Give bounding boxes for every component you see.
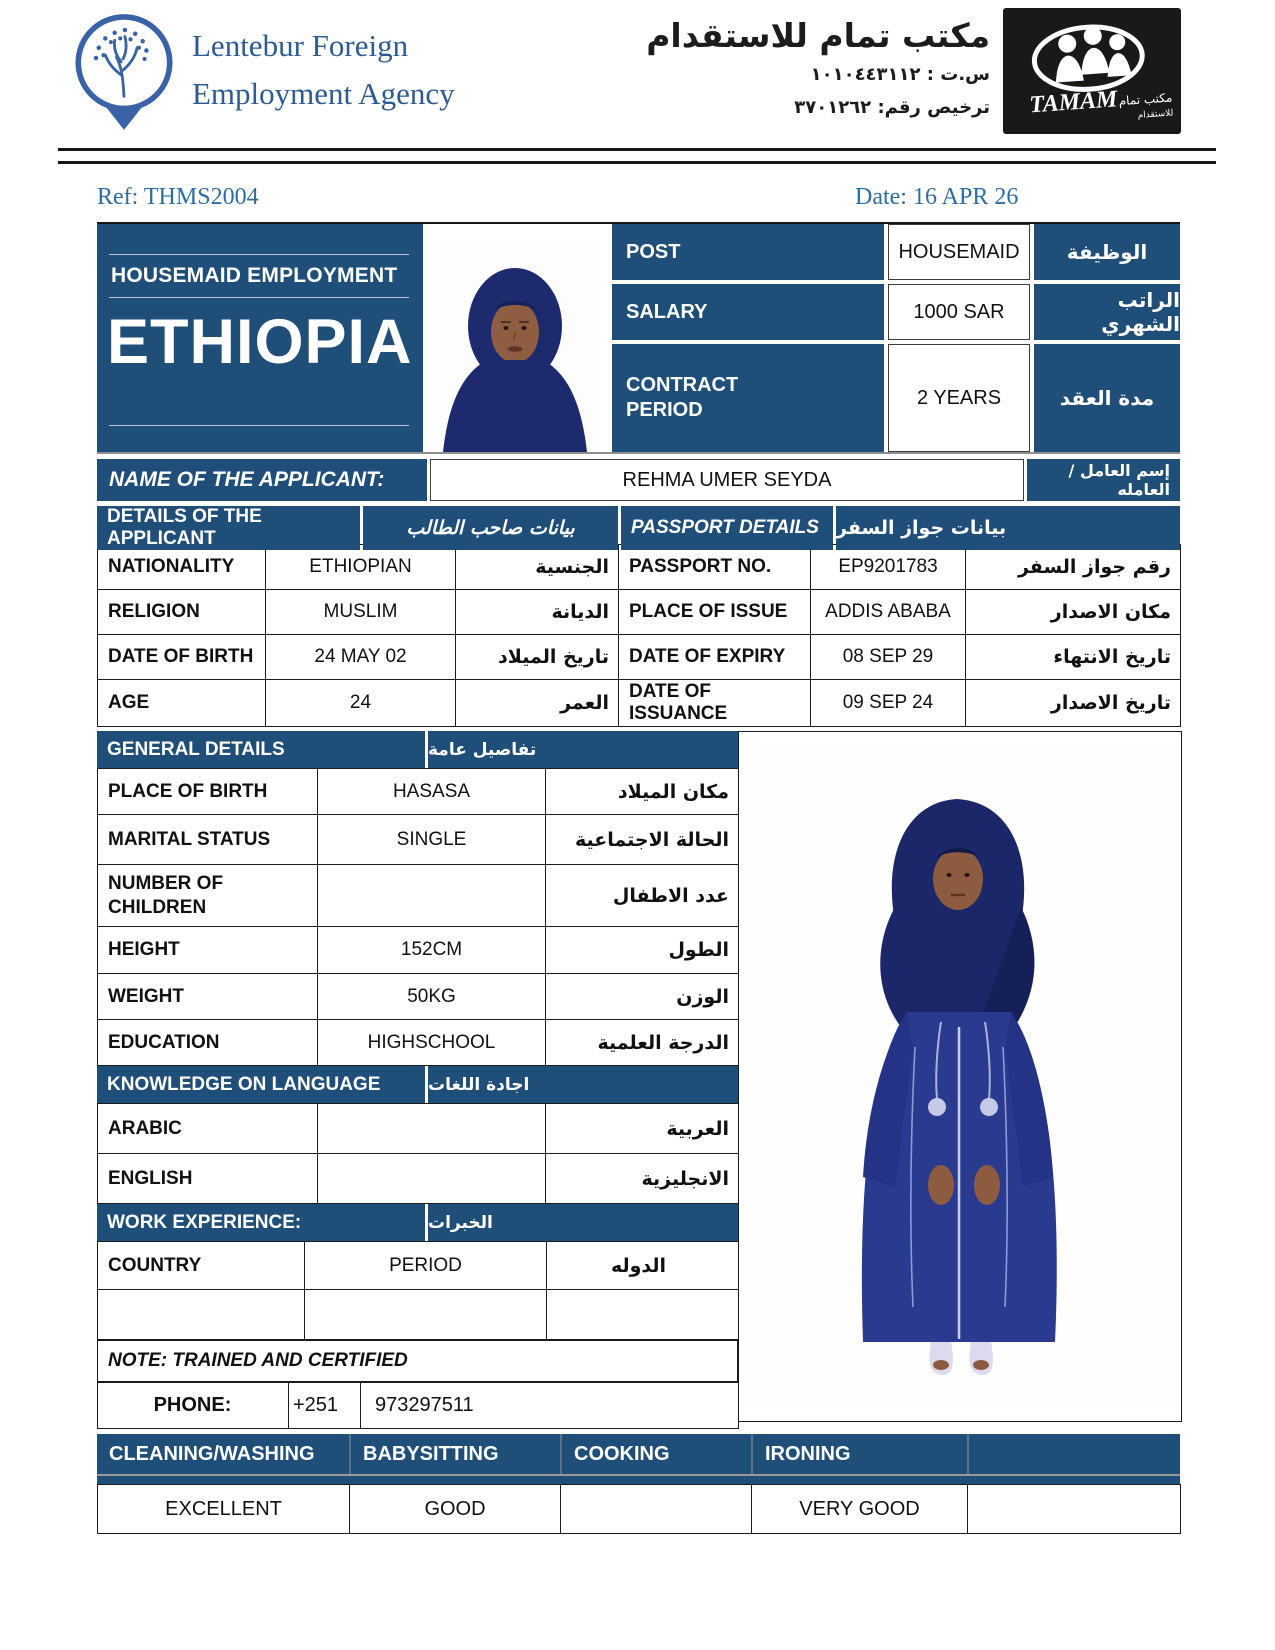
offer-arabic-salary: الراتب الشهري <box>1034 284 1180 340</box>
country-col-arabic: الدوله <box>547 1242 739 1290</box>
age-arabic: العمر <box>456 680 619 727</box>
table-row <box>98 635 1181 680</box>
children-label: NUMBER OF CHILDREN <box>98 865 318 927</box>
agency-title <box>192 22 552 118</box>
ref-date-row <box>97 184 1180 214</box>
table-row <box>98 680 1181 727</box>
offer-value-post: HOUSEMAID <box>888 224 1030 280</box>
name-arabic: إسم العامل / العامله <box>1027 459 1180 501</box>
phone-label: PHONE: <box>98 1383 289 1429</box>
details-header: DETAILS OF THE APPLICANT <box>97 506 360 550</box>
offer-value-contract: 2 YEARS <box>888 344 1030 452</box>
weight-arabic: الوزن <box>546 974 739 1020</box>
table-row <box>98 1104 739 1154</box>
applicant-photo-cell <box>423 224 606 452</box>
pob-label: PLACE OF BIRTH <box>98 769 318 815</box>
applicant-photo <box>435 240 595 452</box>
top-block <box>97 222 1180 452</box>
passport-no-arabic: رقم جواز السفر <box>966 545 1181 590</box>
work-header-arabic: الخبرات <box>428 1204 738 1241</box>
table-row <box>98 865 739 927</box>
expiry-label: DATE OF EXPIRY <box>619 635 811 680</box>
nationality-label: NATIONALITY <box>98 545 266 590</box>
table-row <box>98 1020 739 1066</box>
country-banner <box>97 224 423 452</box>
note-row: NOTE: TRAINED AND CERTIFIED <box>97 1340 738 1382</box>
english-lang-arabic: الانجليزية <box>546 1154 739 1204</box>
education-value: HIGHSCHOOL <box>318 1020 546 1066</box>
height-value: 152CM <box>318 927 546 974</box>
experience-extra-value <box>547 1290 739 1340</box>
name-row <box>97 459 1180 501</box>
skill-value-ironing: VERY GOOD <box>752 1485 968 1534</box>
skill-value-cooking <box>561 1485 752 1534</box>
experience-period-value <box>305 1290 547 1340</box>
children-value <box>318 865 546 927</box>
agency-title-line2: Employment Agency <box>192 76 455 112</box>
marital-value: SINGLE <box>318 815 546 865</box>
offer-arabic-contract: مدة العقد <box>1034 344 1180 452</box>
language-header-arabic: اجادة اللغات <box>428 1066 738 1103</box>
arabic-lang-value <box>318 1104 546 1154</box>
lower-area <box>97 731 1180 1420</box>
work-experience-header <box>97 1204 738 1241</box>
issuance-label: DATE OF ISSUANCE <box>619 680 811 727</box>
children-arabic: عدد الاطفال <box>546 865 739 927</box>
table-row <box>98 927 739 974</box>
table-row <box>98 1383 739 1429</box>
agency-pin-tree-logo <box>68 8 180 136</box>
office-arabic-name: مكتب تمام للاستقدام <box>646 16 990 55</box>
skill-value-cleaning: EXCELLENT <box>98 1485 350 1534</box>
banner-country: ETHIOPIA <box>107 307 413 377</box>
general-header: GENERAL DETAILS <box>97 731 425 768</box>
marital-label: MARITAL STATUS <box>98 815 318 865</box>
header-divider <box>58 148 1216 164</box>
offer-arabic-post: الوظيفة <box>1034 224 1180 280</box>
pob-arabic: مكان الميلاد <box>546 769 739 815</box>
passport-no-label: PASSPORT NO. <box>619 545 811 590</box>
language-table <box>97 1103 739 1204</box>
details-table <box>97 544 1181 727</box>
passport-header: PASSPORT DETAILS <box>621 506 833 550</box>
expiry-arabic: تاريخ الانتهاء <box>966 635 1181 680</box>
tamam-arabic-wordmark: مكتب تمام <box>1118 90 1173 109</box>
separator <box>97 452 1180 459</box>
applicant-name: REHMA UMER SEYDA <box>430 459 1024 501</box>
place-of-issue-label: PLACE OF ISSUE <box>619 590 811 635</box>
table-row <box>98 769 739 815</box>
offer-table <box>612 224 1180 452</box>
skills-section <box>97 1434 1180 1534</box>
left-column <box>97 731 738 1429</box>
table-row <box>98 815 739 865</box>
education-arabic: الدرجة العلمية <box>546 1020 739 1066</box>
document-date: Date: 16 APR 26 <box>855 184 1019 210</box>
skill-header-cooking: COOKING <box>560 1434 751 1474</box>
height-label: HEIGHT <box>98 927 318 974</box>
dob-label: DATE OF BIRTH <box>98 635 266 680</box>
ref-number: Ref: THMS2004 <box>97 184 259 210</box>
education-label: EDUCATION <box>98 1020 318 1066</box>
country-col-header: COUNTRY <box>98 1242 305 1290</box>
age-value: 24 <box>266 680 456 727</box>
english-lang-label: ENGLISH <box>98 1154 318 1204</box>
experience-country-value <box>98 1290 305 1340</box>
office-cr-number: س.ت : ١٠١٠٤٤٣١١٢ <box>810 64 990 85</box>
dob-arabic: تاريخ الميلاد <box>456 635 619 680</box>
name-label: NAME OF THE APPLICANT: <box>97 459 427 501</box>
offer-label-salary: SALARY <box>612 284 884 340</box>
banner-footline <box>109 425 409 426</box>
pob-value: HASASA <box>318 769 546 815</box>
tamam-wordmark: TAMAM <box>1028 86 1119 119</box>
language-header <box>97 1066 738 1103</box>
place-of-issue-value: ADDIS ABABA <box>811 590 966 635</box>
work-experience-table <box>97 1241 739 1340</box>
nationality-value: ETHIOPIAN <box>266 545 456 590</box>
dob-value: 24 MAY 02 <box>266 635 456 680</box>
skill-header-ironing: IRONING <box>751 1434 967 1474</box>
applicant-full-photo-box <box>738 731 1182 1422</box>
skill-header-extra <box>967 1434 1180 1474</box>
religion-value: MUSLIM <box>266 590 456 635</box>
religion-label: RELIGION <box>98 590 266 635</box>
skill-value-babysitting: GOOD <box>350 1485 561 1534</box>
applicant-full-photo <box>745 747 1175 1407</box>
offer-value-salary: 1000 SAR <box>888 284 1030 340</box>
phone-table <box>97 1382 739 1429</box>
religion-arabic: الديانة <box>456 590 619 635</box>
general-table <box>97 768 739 1066</box>
offer-label-contract: CONTRACT PERIOD <box>612 344 884 452</box>
age-label: AGE <box>98 680 266 727</box>
skill-value-extra <box>968 1485 1181 1534</box>
table-row <box>98 1485 1181 1534</box>
general-header-arabic: تفاصيل عامة <box>428 731 738 768</box>
general-details-header <box>97 731 738 768</box>
skills-values-row <box>97 1484 1181 1534</box>
work-header-en: WORK EXPERIENCE: <box>97 1204 425 1241</box>
place-of-issue-arabic: مكان الاصدار <box>966 590 1181 635</box>
content <box>97 222 1180 1534</box>
skill-header-babysitting: BABYSITTING <box>349 1434 560 1474</box>
details-passport-header <box>97 506 1180 549</box>
table-row <box>98 974 739 1020</box>
weight-value: 50KG <box>318 974 546 1020</box>
office-arabic-block <box>560 16 990 121</box>
banner-subtitle: HOUSEMAID EMPLOYMENT <box>109 254 409 298</box>
skills-header-strip <box>97 1476 1180 1484</box>
phone-country-code: +251 <box>289 1383 361 1429</box>
passport-header-arabic: بيانات جواز السفر <box>836 506 1180 550</box>
skill-header-cleaning: CLEANING/WASHING <box>109 1442 315 1465</box>
phone-number: 973297511 <box>361 1383 739 1429</box>
passport-no-value: EP9201783 <box>811 545 966 590</box>
table-row <box>98 1154 739 1204</box>
height-arabic: الطول <box>546 927 739 974</box>
table-row <box>98 1242 739 1290</box>
table-row <box>98 590 1181 635</box>
tamam-logo <box>1003 8 1181 134</box>
expiry-value: 08 SEP 29 <box>811 635 966 680</box>
details-header-arabic: بيانات صاحب الطالب <box>363 506 618 550</box>
skills-header-row <box>97 1434 1180 1476</box>
issuance-value: 09 SEP 24 <box>811 680 966 727</box>
period-col-header: PERIOD <box>305 1242 547 1290</box>
agency-title-line1: Lentebur Foreign <box>192 28 409 63</box>
offer-label-post: POST <box>612 224 884 280</box>
english-lang-value <box>318 1154 546 1204</box>
table-row <box>98 545 1181 590</box>
arabic-lang-arabic: العربية <box>546 1104 739 1154</box>
svg-text:للاستقدام: للاستقدام <box>1137 108 1174 121</box>
nationality-arabic: الجنسية <box>456 545 619 590</box>
language-header-en: KNOWLEDGE ON LANGUAGE <box>97 1066 425 1103</box>
office-license-number: ترخيص رقم: ٣٧٠١٢٦٢ <box>794 97 990 118</box>
weight-label: WEIGHT <box>98 974 318 1020</box>
arabic-lang-label: ARABIC <box>98 1104 318 1154</box>
marital-arabic: الحالة الاجتماعية <box>546 815 739 865</box>
issuance-arabic: تاريخ الاصدار <box>966 680 1181 727</box>
table-row <box>98 1290 739 1340</box>
